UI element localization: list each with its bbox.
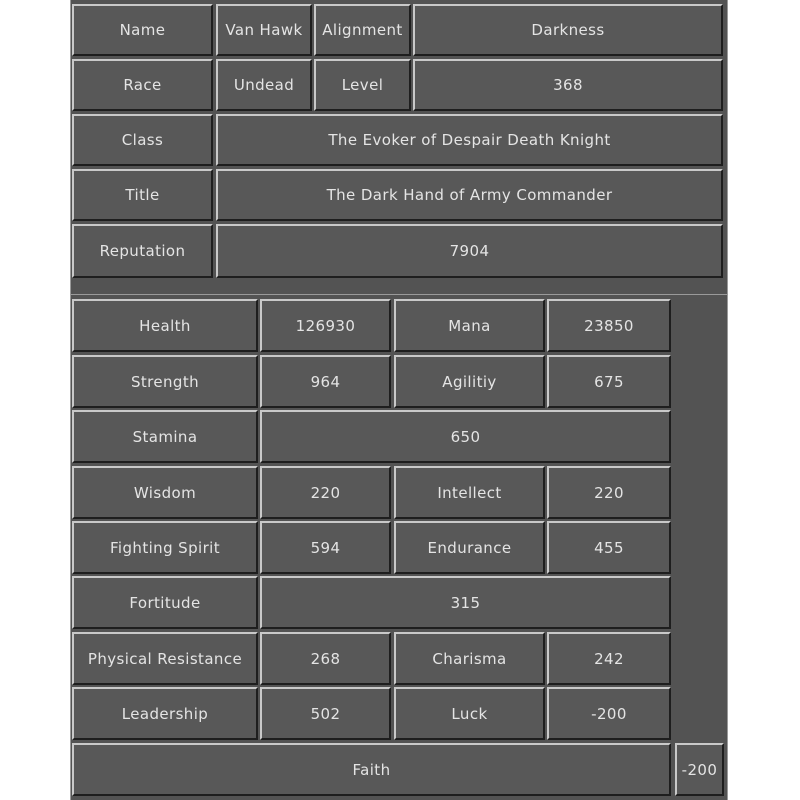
class-value: The Evoker of Despair Death Knight <box>216 114 723 166</box>
name-label: Name <box>72 4 213 56</box>
reputation-label: Reputation <box>72 224 213 278</box>
faith-label: Faith <box>72 743 671 796</box>
strength-value: 964 <box>260 355 391 408</box>
wisdom-value: 220 <box>260 466 391 519</box>
name-value: Van Hawk <box>216 4 312 56</box>
fighting-spirit-value: 594 <box>260 521 391 574</box>
intellect-label: Intellect <box>394 466 545 519</box>
panel-divider <box>70 282 728 294</box>
fighting-spirit-label: Fighting Spirit <box>72 521 258 574</box>
leadership-label: Leadership <box>72 687 258 740</box>
title-value: The Dark Hand of Army Commander <box>216 169 723 221</box>
endurance-label: Endurance <box>394 521 545 574</box>
strength-label: Strength <box>72 355 258 408</box>
stamina-label: Stamina <box>72 410 258 463</box>
endurance-value: 455 <box>547 521 671 574</box>
fortitude-label: Fortitude <box>72 576 258 629</box>
luck-label: Luck <box>394 687 545 740</box>
level-label: Level <box>314 59 411 111</box>
faith-value: -200 <box>675 743 724 796</box>
fortitude-value: 315 <box>260 576 671 629</box>
race-label: Race <box>72 59 213 111</box>
race-value: Undead <box>216 59 312 111</box>
intellect-value: 220 <box>547 466 671 519</box>
wisdom-label: Wisdom <box>72 466 258 519</box>
mana-value: 23850 <box>547 299 671 352</box>
stamina-value: 650 <box>260 410 671 463</box>
title-label: Title <box>72 169 213 221</box>
mana-label: Mana <box>394 299 545 352</box>
physical-resistance-label: Physical Resistance <box>72 632 258 685</box>
agility-value: 675 <box>547 355 671 408</box>
health-label: Health <box>72 299 258 352</box>
class-label: Class <box>72 114 213 166</box>
agility-label: Agilitiy <box>394 355 545 408</box>
level-value: 368 <box>413 59 723 111</box>
reputation-value: 7904 <box>216 224 723 278</box>
luck-value: -200 <box>547 687 671 740</box>
charisma-label: Charisma <box>394 632 545 685</box>
health-value: 126930 <box>260 299 391 352</box>
leadership-value: 502 <box>260 687 391 740</box>
charisma-value: 242 <box>547 632 671 685</box>
physical-resistance-value: 268 <box>260 632 391 685</box>
alignment-label: Alignment <box>314 4 411 56</box>
alignment-value: Darkness <box>413 4 723 56</box>
